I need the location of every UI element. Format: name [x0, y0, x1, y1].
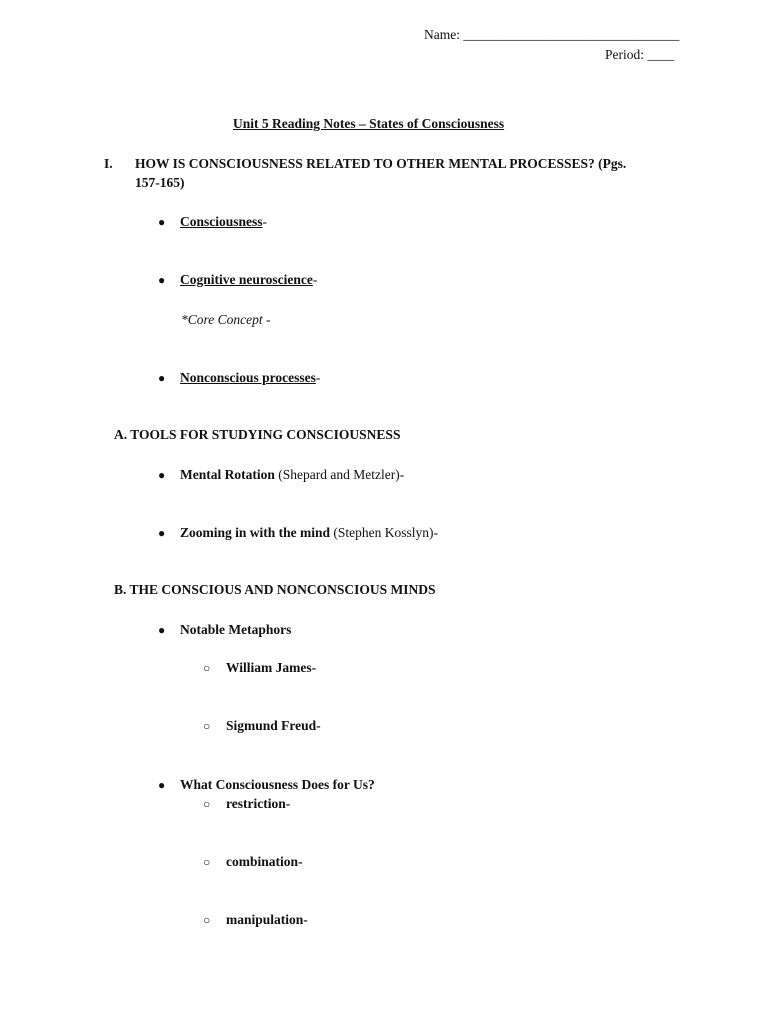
sub-bullet-icon: ○	[203, 913, 211, 927]
metaphor-william-james: William James-	[226, 660, 317, 675]
sub-bullet-icon: ○	[203, 855, 211, 869]
sub-bullet-icon: ○	[203, 661, 211, 675]
list-item	[180, 525, 438, 541]
name-line	[424, 27, 679, 43]
section-numeral: I.	[104, 156, 113, 171]
term-suffix: -	[315, 370, 321, 385]
period-line	[605, 47, 674, 63]
sub-bullet-icon: ○	[203, 797, 211, 811]
consciousness-does-label: What Consciousness Does for Us?	[180, 777, 375, 792]
term-suffix: -	[312, 272, 318, 287]
term-cognitive-neuroscience: Cognitive neuroscience	[180, 272, 313, 287]
list-item	[180, 467, 404, 483]
bullet-icon: ●	[158, 468, 166, 482]
bullet-icon: ●	[158, 273, 166, 287]
bullet-icon: ●	[158, 778, 166, 792]
term-zooming: Zooming in with the mind	[180, 525, 331, 540]
bullet-icon: ●	[158, 623, 166, 637]
name-blank: ________________________________	[463, 27, 680, 42]
section-a-heading: A. TOOLS FOR STUDYING CONSCIOUSNESS	[114, 427, 401, 442]
item-restriction: restriction-	[226, 796, 291, 811]
list-item	[180, 272, 317, 288]
notable-metaphors-label: Notable Metaphors	[180, 622, 292, 637]
list-item	[180, 370, 320, 386]
term-detail: (Shepard and Metzler)-	[274, 467, 405, 482]
sub-bullet-icon: ○	[203, 719, 211, 733]
list-item	[180, 214, 267, 230]
period-blank: ____	[647, 47, 675, 62]
term-mental-rotation: Mental Rotation	[180, 467, 275, 482]
name-label: Name:	[424, 27, 464, 42]
page-title: Unit 5 Reading Notes – States of Consciousness	[233, 116, 505, 131]
section-heading-line1: HOW IS CONSCIOUSNESS RELATED TO OTHER MENTAL PROCESSES? (Pgs.	[135, 156, 627, 171]
core-concept	[181, 312, 271, 328]
term-detail: (Stephen Kosslyn)-	[330, 525, 439, 540]
core-concept-suffix: -	[262, 312, 271, 327]
bullet-icon: ●	[158, 215, 166, 229]
bullet-icon: ●	[158, 371, 166, 385]
period-label: Period:	[605, 47, 648, 62]
item-combination: combination-	[226, 854, 303, 869]
section-b-heading: B. THE CONSCIOUS AND NONCONSCIOUS MINDS	[114, 582, 436, 597]
term-suffix: -	[262, 214, 268, 229]
bullet-icon: ●	[158, 526, 166, 540]
core-concept-label: *Core Concept	[181, 312, 263, 327]
section-heading-line2: 157-165)	[135, 175, 185, 190]
item-manipulation: manipulation-	[226, 912, 308, 927]
term-consciousness: Consciousness	[180, 214, 263, 229]
metaphor-sigmund-freud: Sigmund Freud-	[226, 718, 321, 733]
term-nonconscious-processes: Nonconscious processes	[180, 370, 316, 385]
